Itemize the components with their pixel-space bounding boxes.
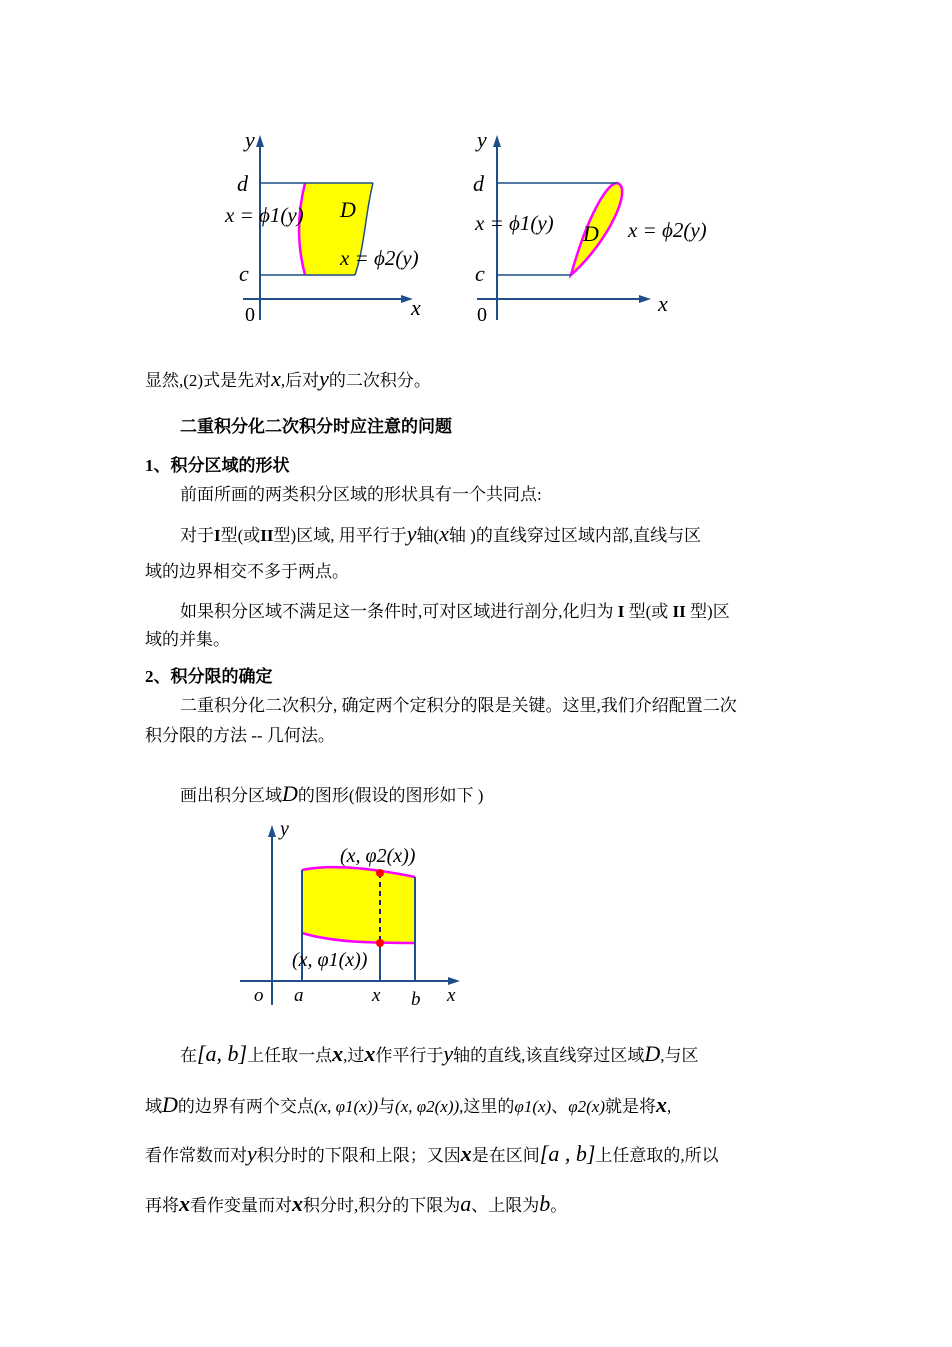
paragraph-7-line2: 域D的边界有两个交点(x, φ1(x))与(x, φ2(x)),这里的φ1(x)、φ2(x)就是将x,: [145, 1092, 672, 1117]
a-label: a: [294, 985, 304, 1006]
left-panel: [224, 127, 421, 326]
right-x-label: x: [658, 291, 668, 316]
left-c-label: c: [239, 261, 249, 286]
paragraph-6: 画出积分区域D的图形(假设的图形如下 ): [180, 781, 484, 806]
o-label: o: [254, 985, 264, 1006]
right-c-label: c: [475, 261, 485, 286]
paragraph-5-line1: 二重积分化二次积分, 确定两个定积分的限是关键。这里,我们介绍配置二次: [180, 696, 737, 715]
paragraph-4-line2: 域的并集。: [145, 630, 230, 649]
heading-2: 2、积分限的确定: [145, 667, 273, 686]
paragraph-3-line1: 对于I型(或II型)区域, 用平行于y轴(x轴 )的直线穿过区域内部,直线与区: [180, 521, 702, 546]
figure-geometric-method: [240, 815, 470, 1015]
left-d-label: d: [237, 171, 248, 196]
right-d-label: d: [473, 171, 484, 196]
x-axis-label: x: [447, 985, 456, 1006]
left-o-label: 0: [245, 304, 255, 326]
left-curve1-label: x = ϕ1(y): [225, 203, 304, 227]
left-D-label: D: [340, 197, 356, 222]
left-y-label: y: [245, 127, 255, 152]
left-x-label: x: [411, 295, 421, 320]
figure-region-types: [215, 125, 745, 330]
top-point-label: (x, φ2(x)): [340, 845, 416, 867]
right-curve1-label: x = ϕ1(y): [475, 211, 554, 235]
lower-intersection-point: [376, 939, 384, 947]
paragraph-3-line2: 域的边界相交不多于两点。: [145, 562, 349, 581]
paragraph-5-line2: 积分限的方法 -- 几何法。: [145, 726, 335, 745]
right-D-label: D: [583, 221, 599, 246]
paragraph-4-line1: 如果积分区域不满足这一条件时,可对区域进行剖分,化归为 I 型(或 II 型)区: [180, 602, 730, 621]
heading-main: 二重积分化二次积分时应注意的问题: [180, 417, 452, 436]
paragraph-2: 前面所画的两类积分区域的形状具有一个共同点:: [180, 485, 542, 504]
paragraph-7-line1: 在[a, b]上任取一点x,过x作平行于y轴的直线,该直线穿过区域D,与区: [180, 1041, 699, 1066]
y-label: y: [280, 818, 289, 840]
x-tick-label: x: [372, 985, 381, 1006]
paragraph-7-line3: 看作常数而对y积分时的下限和上限；又因x是在区间[a , b]上任意取的,所以: [145, 1141, 719, 1166]
right-curve2-label: x = ϕ2(y): [628, 218, 707, 242]
right-o-label: 0: [477, 304, 487, 326]
right-y-label: y: [477, 127, 487, 152]
paragraph-1: 显然,(2)式是先对x,后对y的二次积分。: [145, 366, 431, 391]
b-label: b: [411, 989, 421, 1010]
right-panel: [473, 127, 707, 326]
upper-intersection-point: [376, 869, 384, 877]
left-curve2-label: x = ϕ2(y): [340, 246, 419, 270]
bottom-point-label: (x, φ1(x)): [292, 949, 368, 971]
region-D-fill: [302, 867, 415, 943]
paragraph-7-line4: 再将x看作变量而对x积分时,积分的下限为a、上限为b。: [145, 1191, 568, 1216]
heading-1: 1、积分区域的形状: [145, 456, 290, 475]
